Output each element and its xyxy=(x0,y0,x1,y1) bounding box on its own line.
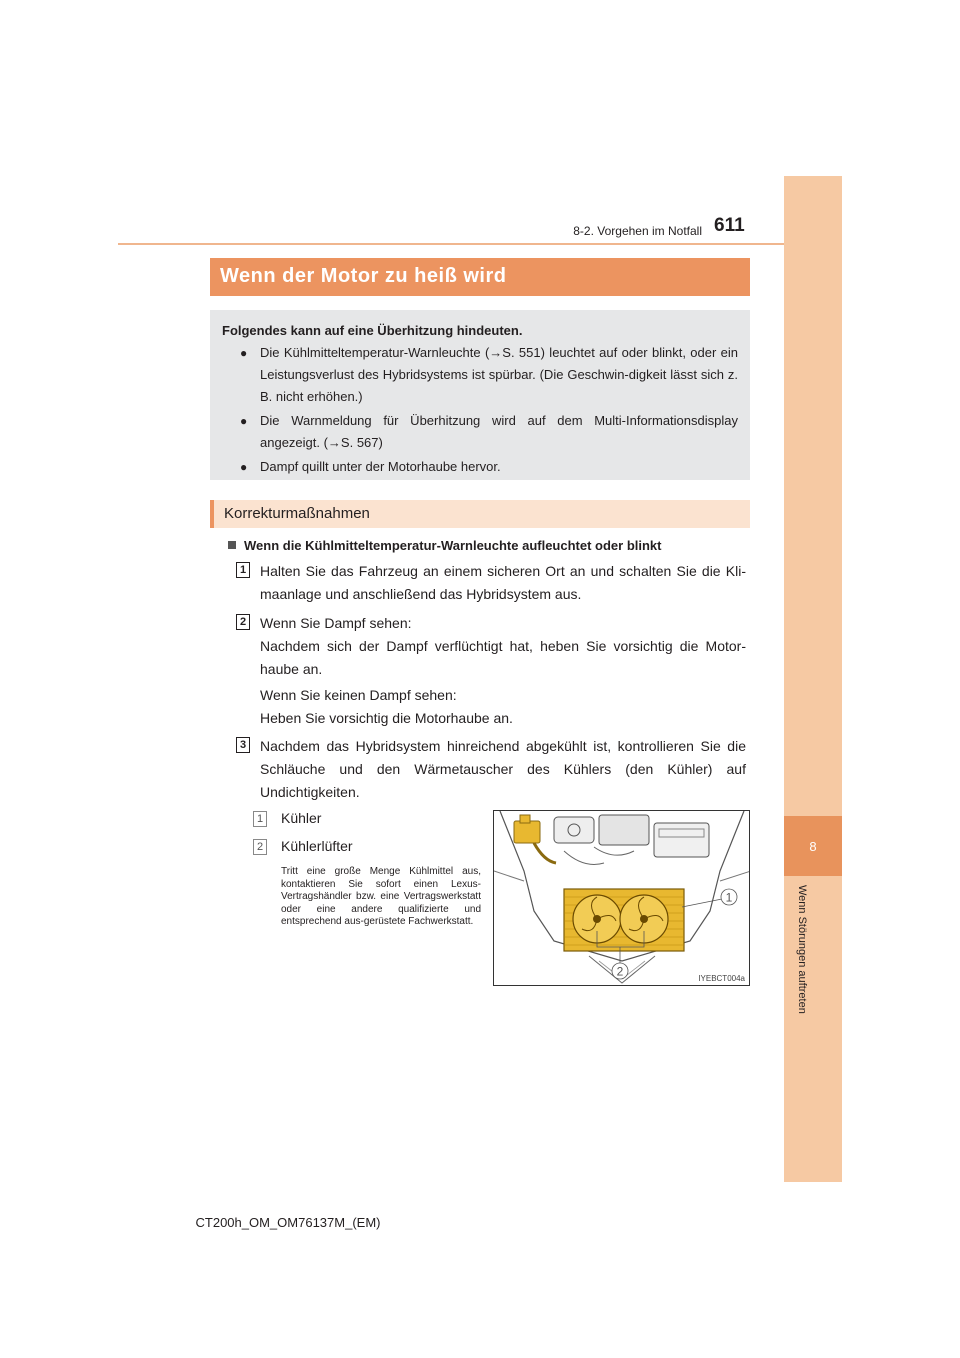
step-2-condition-no-steam: Wenn Sie keinen Dampf sehen: xyxy=(260,687,457,703)
square-bullet-icon xyxy=(228,541,236,549)
step-text-2a xyxy=(260,612,746,681)
coolant-reservoir xyxy=(514,821,540,843)
step-text-2b xyxy=(260,684,746,730)
legend-number-1: 1 xyxy=(253,811,267,827)
legend-number-2: 2 xyxy=(253,839,267,855)
callout-1-label: 1 xyxy=(725,890,733,905)
engine-bay-illustration xyxy=(493,810,750,986)
page-title: Wenn der Motor zu heiß wird xyxy=(210,258,750,296)
info-bullet xyxy=(222,342,738,408)
header-divider xyxy=(118,243,784,245)
document-footer-code: CT200h_OM_OM76137M_(EM) xyxy=(195,1215,381,1230)
condition-text: Wenn die Kühlmitteltemperatur-Warnleuchte aufleuchtet oder blinkt xyxy=(244,538,662,553)
info-bullet-text: Die Kühlmitteltemperatur-Warnleuchte (→S. 551) leuchtet auf oder blinkt, oder ein Leistungsverlust des Hybridsystems ist spürbar. (Die Geschwin-digkeit lässt sich z. B. nicht erhöhen.) xyxy=(260,345,738,404)
legend-label-radiator-fan: Kühlerlüfter xyxy=(281,838,353,854)
figure-code: IYEBCT004a xyxy=(698,974,745,983)
step-text-1: Halten Sie das Fahrzeug an einem sicheren Ort an und schalten Sie die Kli-maanlage und anschließend das Hybridsystem aus. xyxy=(260,563,746,602)
subheading-corrective-measures: Korrekturmaßnahmen xyxy=(210,500,750,528)
step-text-3: Nachdem das Hybridsystem hinreichend abgekühlt ist, kontrollieren Sie die Schläuche und den Wärmetauscher des Kühlers (den Kühler) auf Undichtigkeiten. xyxy=(260,738,746,800)
chapter-title: Wenn Störungen auftreten xyxy=(796,885,808,1014)
bullet-dot-icon: ● xyxy=(240,460,248,474)
callout-2-label: 2 xyxy=(616,964,624,979)
step-number-3: 3 xyxy=(236,737,250,753)
header-section-title: 8-2. Vorgehen im Notfall xyxy=(573,224,702,238)
legend-label-radiator: Kühler xyxy=(281,810,322,826)
chapter-number: 8 xyxy=(784,816,842,876)
info-bullet-text: Die Warnmeldung für Überhitzung wird auf dem Multi-Informationsdisplay angezeigt. (→S. 567) xyxy=(260,413,738,450)
bullet-dot-icon: ● xyxy=(240,414,248,428)
info-bullet-text: Dampf quillt unter der Motorhaube hervor. xyxy=(260,459,501,474)
step-number-2: 2 xyxy=(236,614,250,630)
bullet-dot-icon: ● xyxy=(240,346,248,360)
info-bullet xyxy=(222,410,738,454)
step-2-action-steam: Nachdem sich der Dampf verflüchtigt hat, heben Sie vorsichtig die Motor-haube an. xyxy=(260,638,746,677)
symptom-info-box xyxy=(210,310,750,480)
step-number-1: 1 xyxy=(236,562,250,578)
engine-bay-drawing xyxy=(494,811,750,986)
coolant-leak-note: Tritt eine große Menge Kühlmittel aus, kontaktieren Sie sofort einen Lexus-Vertragshändler bzw. eine Vertragswerkstatt oder eine andere qualifizierte und entsprechend aus-gerüstete Fachwerkstatt. xyxy=(281,866,481,927)
step-2-action-no-steam: Heben Sie vorsichtig die Motorhaube an. xyxy=(260,710,513,726)
condition-heading xyxy=(228,538,750,553)
page-number: 611 xyxy=(714,215,745,236)
step-2-condition-steam: Wenn Sie Dampf sehen: xyxy=(260,615,412,631)
info-bullet xyxy=(222,456,738,478)
info-lead: Folgendes kann auf eine Überhitzung hindeuten. xyxy=(222,323,523,338)
